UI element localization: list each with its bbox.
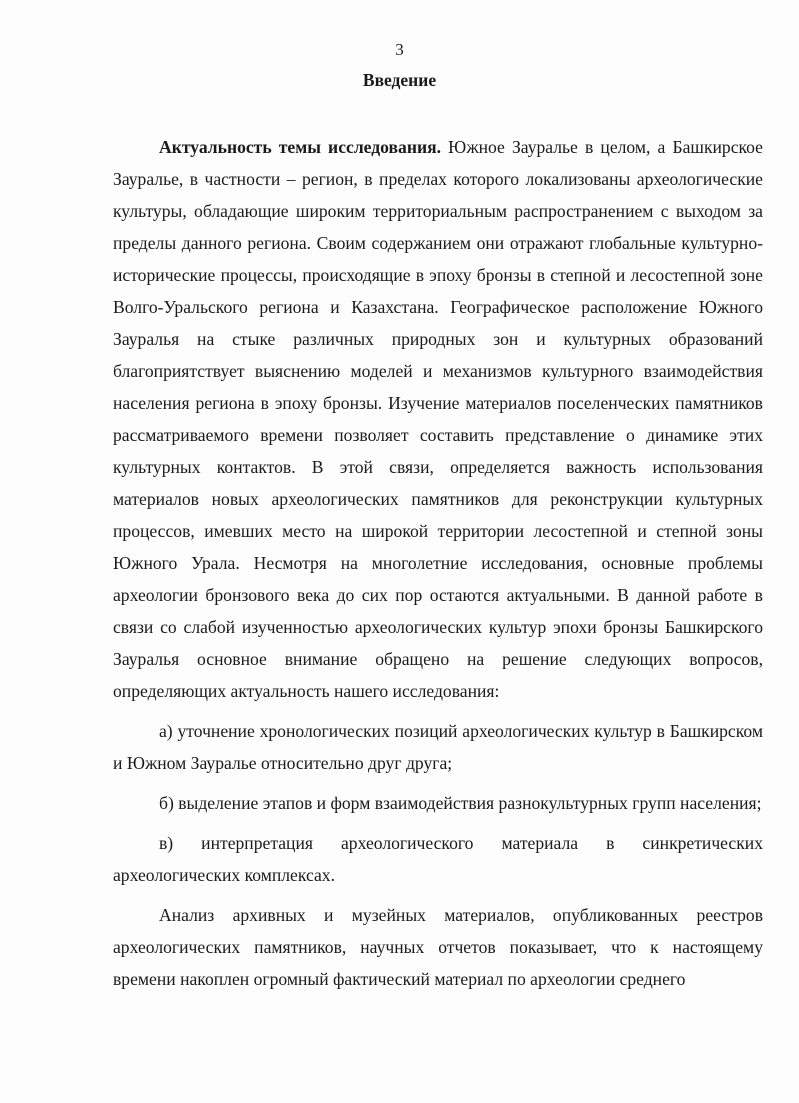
- intro-lead: Актуальность темы исследования.: [159, 137, 442, 157]
- list-item-a: а) уточнение хронологических позиций археологических культур в Башкирском и Южном Зауралье относительно друг друга;: [113, 721, 763, 773]
- intro-paragraph: [113, 131, 763, 707]
- list-item-b: б) выделение этапов и форм взаимодействия разнокультурных групп населения;: [159, 793, 762, 813]
- list-item-c: в) интерпретация археологического материала в синкретических археологических комплексах.: [113, 833, 763, 885]
- body-text: [113, 131, 763, 995]
- page-number: 3: [395, 40, 404, 59]
- section-heading: Введение: [362, 70, 437, 90]
- closing-paragraph: Анализ архивных и музейных материалов, опубликованных реестров археологических памятников, научных отчетов показывает, что к настоящему времени накоплен огромный фактический материал по археологии среднего: [113, 905, 763, 989]
- intro-text: Южное Зауралье в целом, а Башкирское Зауралье, в частности – регион, в пределах которого локализованы археологические культуры, обладающие широким территориальным распространением с выходом за пределы данного региона. Своим содержанием они отражают глобальные культурно-исторические процессы, происходящие в эпоху бронзы в степной и лесостепной зоне Волго-Уральского региона и Казахстана. Географическое расположение Южного Зауралья на стыке различных природных зон и культурных образований благоприятствует выяснению моделей и механизмов культурного взаимодействия населения региона в эпоху бронзы. Изучение материалов поселенческих памятников рассматриваемого времени позволяет составить представление о динамике этих культурных контактов. В этой связи, определяется важность использования материалов новых археологических памятников для реконструкции культурных процессов, имевших место на широкой территории лесостепной и степной зоны Южного Урала. Несмотря на многолетние исследования, основные проблемы археологии бронзового века до сих пор остаются актуальными. В данной работе в связи со слабой изученностью археологических культур эпохи бронзы Башкирского Зауралья основное внимание обращено на решение следующих вопросов, определяющих актуальность нашего исследования:: [113, 137, 763, 701]
